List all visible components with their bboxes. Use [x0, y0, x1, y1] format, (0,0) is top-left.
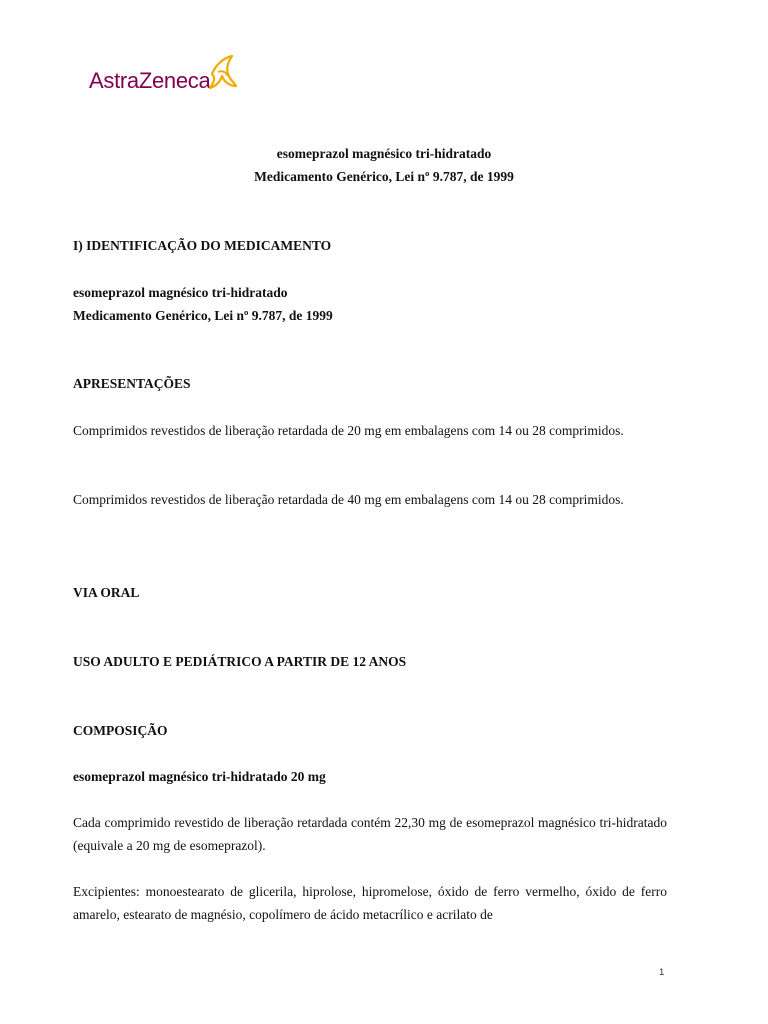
presentation-paragraph-40mg: Comprimidos revestidos de liberação retardada de 40 mg em embalagens com 14 ou 28 comprimidos.	[73, 492, 624, 507]
composition-subheading: esomeprazol magnésico tri-hidratado 20 mg	[73, 769, 326, 784]
drug-name: esomeprazol magnésico tri-hidratado	[73, 285, 288, 300]
logo-text: AstraZeneca	[89, 68, 211, 93]
section-heading-composicao: COMPOSIÇÃO	[73, 723, 168, 738]
uso-adulto: USO ADULTO E PEDIÁTRICO A PARTIR DE 12 ANOS	[73, 654, 407, 669]
presentation-paragraph-20mg: Comprimidos revestidos de liberação retardada de 20 mg em embalagens com 14 ou 28 comprimidos.	[73, 423, 624, 438]
title-line-2: Medicamento Genérico, Lei nº 9.787, de 1999	[254, 169, 514, 184]
generic-law: Medicamento Genérico, Lei nº 9.787, de 1999	[73, 308, 333, 323]
astrazeneca-logo	[89, 52, 240, 98]
astrazeneca-symbol-icon	[206, 52, 240, 92]
composition-paragraph: Cada comprimido revestido de liberação retardada contém 22,30 mg de esomeprazol magnésico tri-hidratado (equivale a 20 mg de esomeprazol).	[73, 815, 667, 853]
page-number: 1	[659, 967, 665, 978]
excipients-paragraph: Excipientes: monoestearato de glicerila, hiprolose, hipromelose, óxido de ferro vermelho, óxido de ferro amarelo, estearato de magnésio, copolímero de ácido metacrílico e acrilato de	[73, 884, 667, 922]
section-heading-apresentacoes: APRESENTAÇÕES	[73, 376, 191, 391]
title-line-1: esomeprazol magnésico tri-hidratado	[276, 146, 492, 161]
section-heading-identificacao: I) IDENTIFICAÇÃO DO MEDICAMENTO	[73, 238, 332, 253]
via-oral: VIA ORAL	[73, 585, 140, 600]
